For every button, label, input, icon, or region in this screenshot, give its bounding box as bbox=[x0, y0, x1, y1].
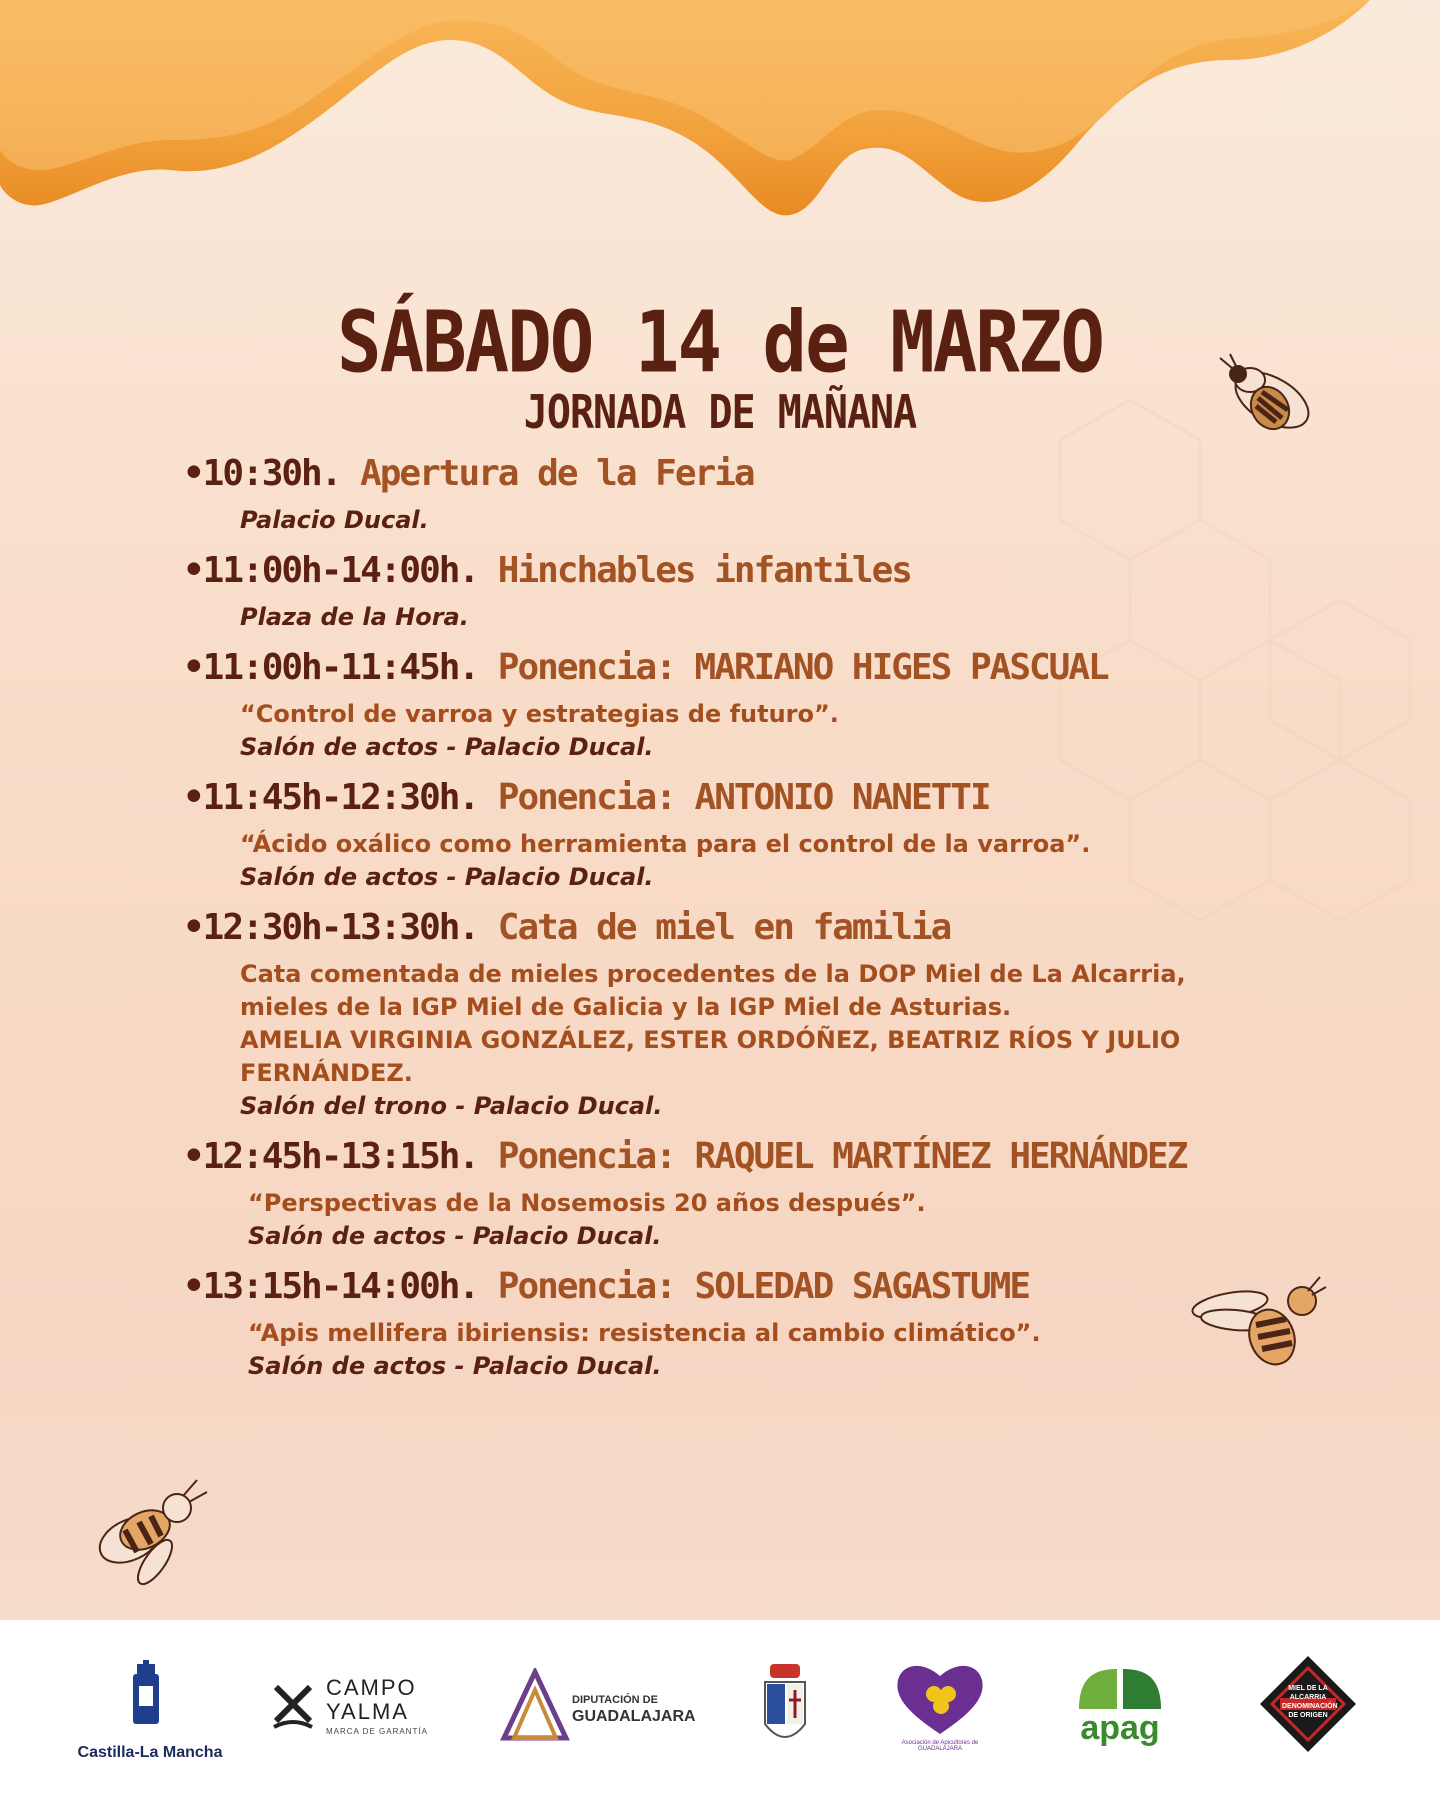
municipal-coat-of-arms bbox=[760, 1660, 810, 1752]
logo-line: YALMA bbox=[326, 1699, 409, 1724]
event-description: mieles de la IGP Miel de Galicia y la IGP Miel de Asturias. bbox=[240, 993, 1012, 1021]
castilla-la-mancha-crest bbox=[125, 1660, 167, 1730]
event-item bbox=[183, 1263, 1303, 1393]
event-place: Salón de actos - Palacio Ducal. bbox=[240, 863, 654, 891]
logo-castilla-la-mancha bbox=[75, 1660, 225, 1770]
triangle-logo bbox=[500, 1668, 570, 1744]
event-details bbox=[183, 822, 1303, 904]
event-title: Ponencia: SOLEDAD SAGASTUME bbox=[497, 1266, 1029, 1307]
logo-line: DIPUTACIÓN DE bbox=[572, 1694, 658, 1706]
event-details bbox=[183, 595, 1303, 644]
event-heading bbox=[183, 1133, 1303, 1181]
event-item bbox=[183, 774, 1303, 904]
logo-campo-yalma bbox=[270, 1675, 430, 1755]
event-title: Ponencia: MARIANO HIGES PASCUAL bbox=[497, 647, 1108, 688]
event-heading bbox=[183, 904, 1303, 952]
page-subtitle: JORNADA DE MAÑANA bbox=[523, 386, 917, 440]
event-place: Palacio Ducal. bbox=[240, 506, 429, 534]
event-place: Salón de actos - Palacio Ducal. bbox=[248, 1352, 662, 1380]
event-time: •11:45h-12:30h. bbox=[183, 777, 479, 818]
logo-line: GUADALAJARA bbox=[572, 1708, 696, 1725]
event-heading bbox=[183, 547, 1303, 595]
logo-label: apag bbox=[1080, 1709, 1160, 1747]
bee-illustration bbox=[1190, 1265, 1330, 1385]
logo-label: Castilla-La Mancha bbox=[77, 1744, 223, 1761]
logo-municipal-coat-of-arms bbox=[760, 1660, 810, 1752]
event-item bbox=[183, 644, 1303, 774]
event-details bbox=[183, 1181, 1303, 1263]
event-heading bbox=[183, 774, 1303, 822]
event-item bbox=[183, 904, 1303, 1133]
leaf-logo bbox=[1075, 1665, 1165, 1711]
crossed-tools-icon bbox=[270, 1681, 316, 1731]
event-details bbox=[183, 498, 1303, 547]
sponsor-footer bbox=[0, 1620, 1440, 1800]
event-title: Apertura de la Feria bbox=[360, 453, 754, 494]
event-description: “Perspectivas de la Nosemosis 20 años después”. bbox=[248, 1189, 926, 1217]
event-item bbox=[183, 1133, 1303, 1263]
logo-label: Asociación de Apicultores de GUADALAJARA bbox=[901, 1740, 979, 1752]
event-title: Cata de miel en familia bbox=[497, 907, 951, 948]
event-time: •12:30h-13:30h. bbox=[183, 907, 479, 948]
event-item bbox=[183, 547, 1303, 644]
event-speakers: FERNÁNDEZ. bbox=[240, 1059, 413, 1087]
event-description: “Control de varroa y estrategias de futuro”. bbox=[240, 700, 839, 728]
event-place: Salón de actos - Palacio Ducal. bbox=[240, 733, 654, 761]
event-details bbox=[183, 1311, 1303, 1393]
event-time: •10:30h. bbox=[183, 453, 341, 494]
event-item bbox=[183, 450, 1303, 547]
event-time: •12:45h-13:15h. bbox=[183, 1136, 479, 1177]
bee-illustration bbox=[1210, 350, 1320, 450]
event-time: •11:00h-11:45h. bbox=[183, 647, 479, 688]
event-heading bbox=[183, 644, 1303, 692]
logo-line: CAMPO bbox=[326, 1675, 417, 1700]
event-description: “Ácido oxálico como herramienta para el control de la varroa”. bbox=[240, 830, 1091, 858]
event-place: Salón de actos - Palacio Ducal. bbox=[248, 1222, 662, 1250]
event-details bbox=[183, 952, 1303, 1133]
event-heading bbox=[183, 1263, 1303, 1311]
event-heading bbox=[183, 450, 1303, 498]
event-title: Hinchables infantiles bbox=[497, 550, 911, 591]
honeycomb-heart-logo bbox=[890, 1658, 990, 1738]
event-title: Ponencia: ANTONIO NANETTI bbox=[497, 777, 990, 818]
logo-apicultores-guadalajara bbox=[890, 1658, 990, 1758]
event-place: Plaza de la Hora. bbox=[240, 603, 469, 631]
event-speakers: AMELIA VIRGINIA GONZÁLEZ, ESTER ORDÓÑEZ, BEATRIZ RÍOS Y JULIO bbox=[240, 1026, 1181, 1054]
event-description: Cata comentada de mieles procedentes de la DOP Miel de La Alcarria, bbox=[240, 960, 1186, 988]
logo-apag bbox=[1075, 1665, 1165, 1755]
page-title: SÁBADO 14 de MARZO bbox=[337, 293, 1103, 393]
event-time: •11:00h-14:00h. bbox=[183, 550, 479, 591]
logo-tagline: MARCA DE GARANTÍA bbox=[326, 1727, 428, 1736]
event-description: “Apis mellifera ibiriensis: resistencia al cambio climático”. bbox=[248, 1319, 1041, 1347]
event-place: Salón del trono - Palacio Ducal. bbox=[240, 1092, 663, 1120]
logo-label: MIEL DE LA ALCARRIA DENOMINACIÓN DE ORIGEN bbox=[1282, 1685, 1338, 1719]
event-details bbox=[183, 692, 1303, 774]
logo-diputacion-guadalajara bbox=[500, 1668, 700, 1748]
event-schedule bbox=[183, 450, 1303, 1393]
bee-illustration bbox=[85, 1470, 215, 1590]
event-title: Ponencia: RAQUEL MARTÍNEZ HERNÁNDEZ bbox=[497, 1136, 1187, 1177]
event-time: •13:15h-14:00h. bbox=[183, 1266, 479, 1307]
logo-miel-alcarria bbox=[1258, 1654, 1358, 1754]
